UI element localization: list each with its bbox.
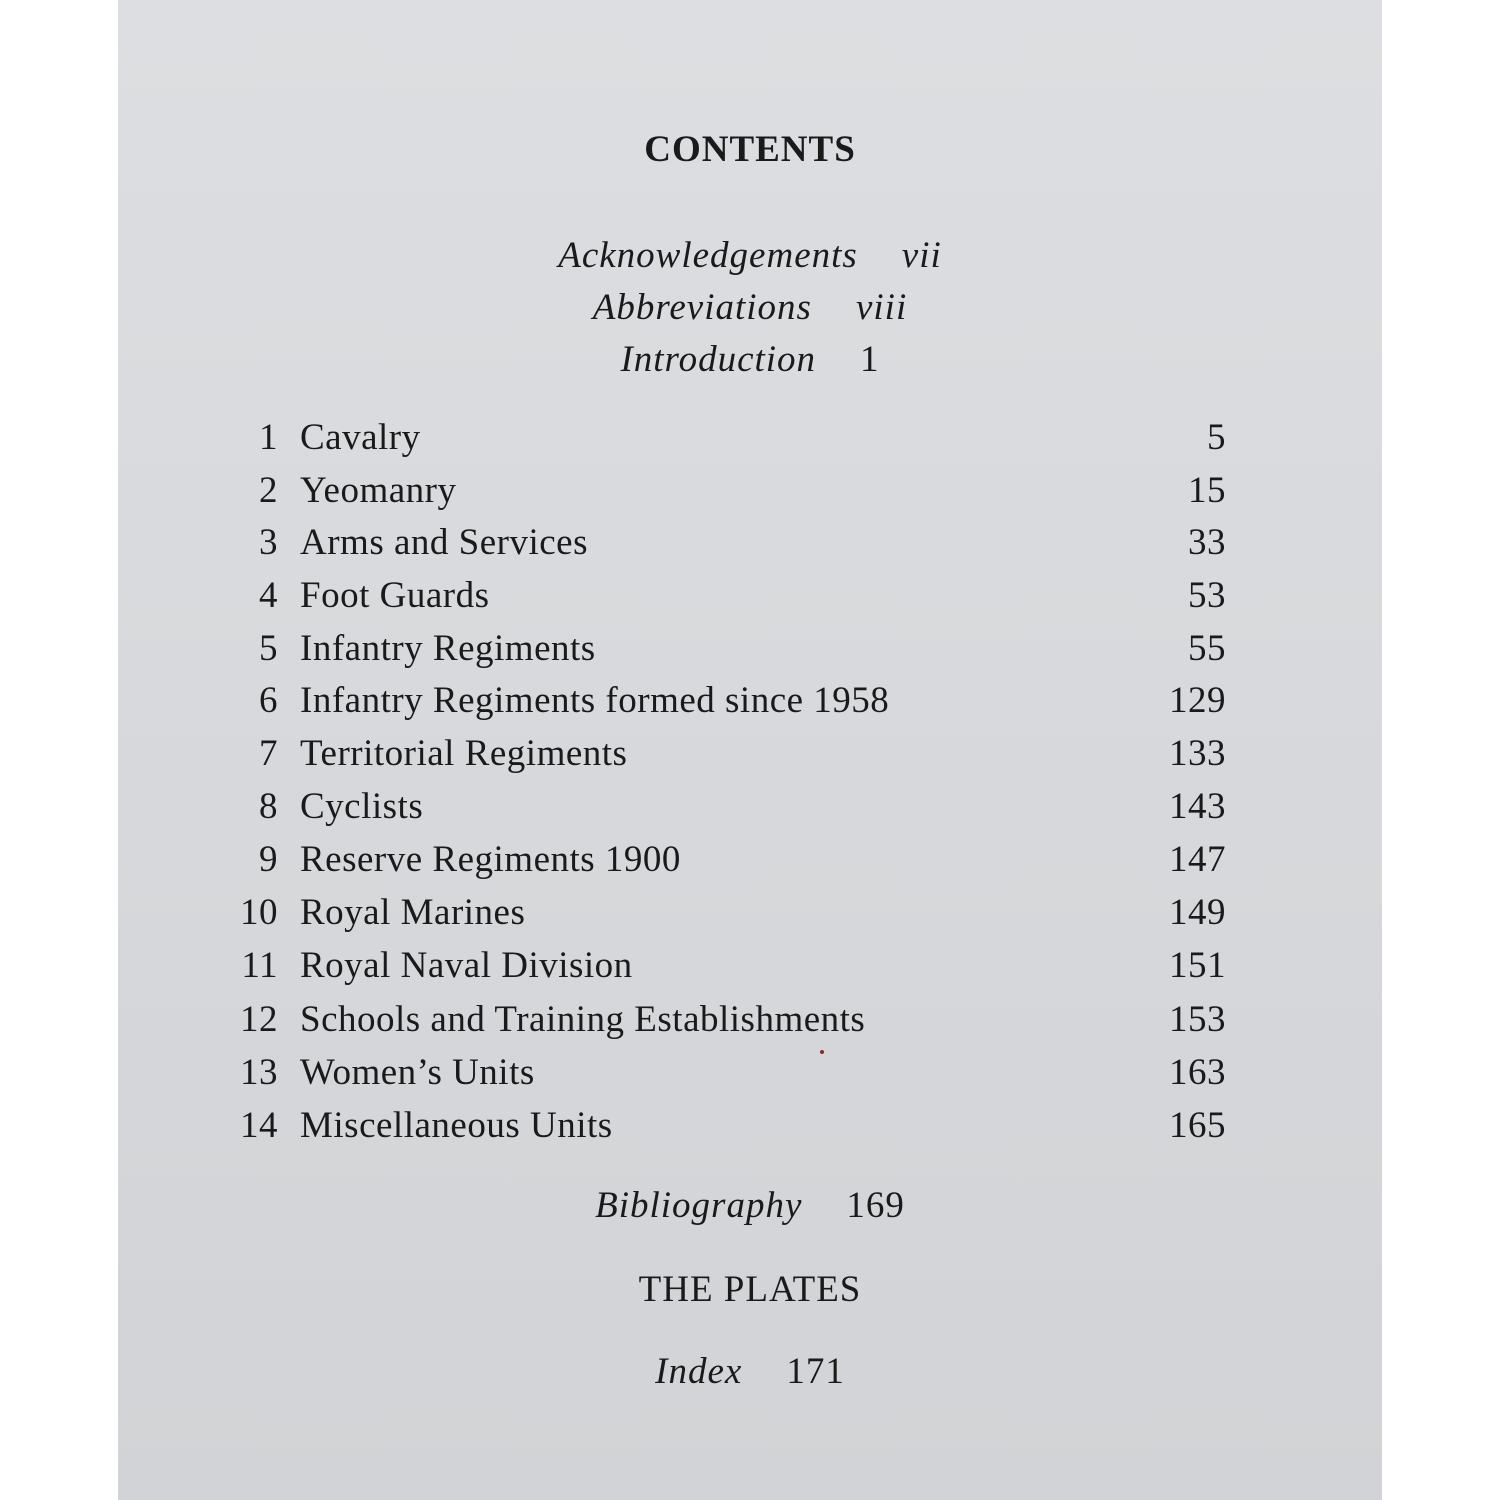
bibliography-label: Bibliography	[595, 1185, 803, 1226]
chapter-row	[118, 1104, 1382, 1152]
chapter-row	[118, 732, 1382, 780]
chapter-number: 11	[241, 945, 278, 986]
chapter-number: 1	[259, 417, 278, 458]
chapter-page: 153	[1169, 999, 1226, 1040]
chapter-number: 14	[240, 1105, 278, 1146]
chapter-page: 143	[1169, 786, 1226, 827]
chapter-row	[118, 998, 1382, 1046]
chapter-row	[118, 891, 1382, 939]
chapter-row	[118, 838, 1382, 886]
chapter-title: Schools and Training Establishments	[300, 999, 866, 1040]
chapter-title: Infantry Regiments formed since 1958	[300, 680, 890, 721]
chapter-title: Arms and Services	[300, 522, 588, 563]
chapter-title: Yeomanry	[300, 470, 457, 511]
front-matter-introduction	[118, 338, 1382, 381]
chapter-number: 5	[259, 628, 278, 669]
chapter-title: Cavalry	[300, 417, 421, 458]
chapter-page: 163	[1169, 1052, 1226, 1093]
chapter-row	[118, 944, 1382, 992]
chapter-title: Cyclists	[300, 786, 424, 827]
chapter-row	[118, 785, 1382, 833]
chapter-title: Infantry Regiments	[300, 628, 596, 669]
index-page: 171	[786, 1351, 845, 1392]
front-matter-label: Introduction	[620, 339, 817, 380]
index-label: Index	[655, 1351, 743, 1392]
chapter-page: 129	[1169, 680, 1226, 721]
chapter-title: Royal Marines	[300, 892, 526, 933]
chapter-row	[118, 469, 1382, 517]
plates-heading: THE PLATES	[638, 1269, 862, 1310]
front-matter-label: Abbreviations	[592, 287, 812, 328]
bibliography-entry	[118, 1184, 1382, 1227]
chapter-page: 149	[1169, 892, 1226, 933]
chapter-number: 12	[240, 999, 278, 1040]
chapter-page: 33	[1188, 522, 1226, 563]
chapter-title: Foot Guards	[300, 575, 490, 616]
index-entry	[118, 1350, 1382, 1393]
chapter-title: Territorial Regiments	[300, 733, 628, 774]
chapter-title: Reserve Regiments 1900	[300, 839, 681, 880]
chapter-page: 133	[1169, 733, 1226, 774]
chapter-page: 15	[1188, 470, 1226, 511]
front-matter-label: Acknowledgements	[558, 235, 858, 276]
chapter-number: 4	[259, 575, 278, 616]
chapter-page: 147	[1169, 839, 1226, 880]
front-matter-page: 1	[860, 339, 880, 380]
chapter-row	[118, 679, 1382, 727]
bibliography-page: 169	[846, 1185, 905, 1226]
chapter-row	[118, 574, 1382, 622]
front-matter-page: viii	[855, 287, 908, 328]
chapter-number: 3	[259, 522, 278, 563]
front-matter-abbreviations	[118, 286, 1382, 329]
chapter-number: 6	[259, 680, 278, 721]
chapter-number: 9	[259, 839, 278, 880]
chapter-page: 5	[1207, 417, 1226, 458]
chapter-row	[118, 1051, 1382, 1099]
chapter-row	[118, 521, 1382, 569]
front-matter-page: vii	[901, 235, 942, 276]
page-title: CONTENTS	[644, 129, 856, 170]
chapter-number: 2	[259, 470, 278, 511]
chapter-number: 13	[240, 1052, 278, 1093]
book-page	[118, 0, 1382, 1500]
chapter-page: 55	[1188, 628, 1226, 669]
front-matter-acknowledgements	[118, 234, 1382, 277]
chapter-title: Miscellaneous Units	[300, 1105, 613, 1146]
chapter-number: 7	[259, 733, 278, 774]
chapter-number: 10	[240, 892, 278, 933]
chapter-page: 151	[1169, 945, 1226, 986]
chapter-title: Royal Naval Division	[300, 945, 633, 986]
chapter-row	[118, 416, 1382, 464]
chapter-page: 53	[1188, 575, 1226, 616]
chapter-title: Women’s Units	[300, 1052, 535, 1093]
chapter-row	[118, 627, 1382, 675]
paper-speck	[820, 1050, 824, 1054]
chapter-number: 8	[259, 786, 278, 827]
chapter-page: 165	[1169, 1105, 1226, 1146]
